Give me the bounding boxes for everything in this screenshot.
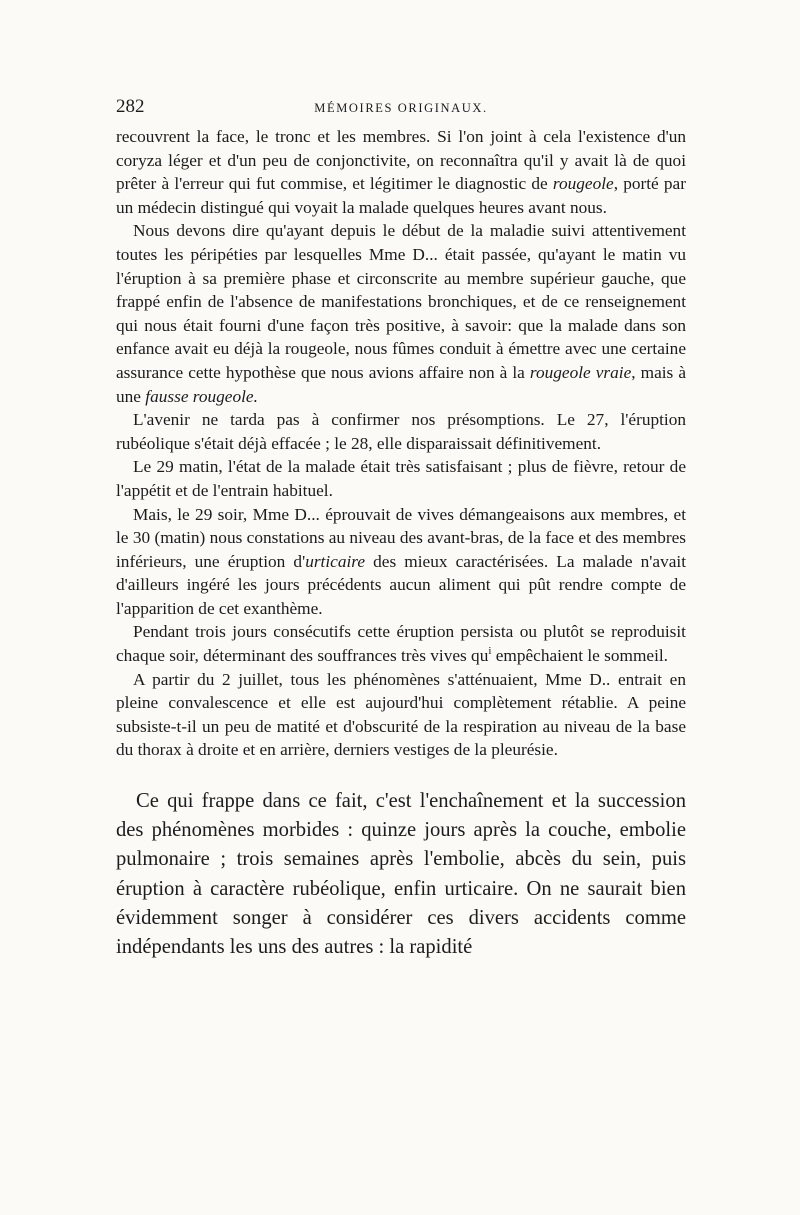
book-page (116, 95, 686, 962)
page-header (116, 95, 686, 125)
paragraph-5: Mais, le 29 soir, Mme D... éprouvait de vives démangeaisons aux membres, et le 30 (matin) nous constations au niveau des avant-bras, de la face et des membres inférieurs, une éruption d'urticaire des mieux caractérisées. La malade n'avait d'ailleurs ingéré les jours précédents aucun aliment qui pût rendre compte de l'apparition de cet exanthème. (116, 504, 686, 618)
paragraph-6: Pendant trois jours consécutifs cette éruption persista ou plutôt se reproduisit chaque soir, déterminant des souffrances très vives $qu^i$ empêchaient le sommeil. (116, 622, 686, 666)
italic-term: rougeole vraie (529, 362, 632, 382)
commentary-text (116, 787, 686, 962)
paragraph-3: L'avenir ne tarda pas à confirmer nos présomptions. Le 27, l'éruption rubéolique s'était déjà effacée ; le 28, elle disparaissait définitivement. (116, 410, 686, 453)
italic-term: fausse rougeole. (145, 386, 258, 406)
paragraph-2: Nous devons dire qu'ayant depuis le début de la maladie suivi attentivement toutes les péripéties par lesquelles Mme D... était passée, qu'ayant le matin vu l'éruption à sa première phase et circonscrite au membre supérieur gauche, que frappé enfin de l'absence de manifestations bronchiques, et de ce renseignement qui nous était fourni d'une façon très positive, à savoir: que la malade dans son enfance avait eu déjà la rougeole, nous fûmes conduit à émettre avec une certaine assurance cette hypothèse que nous avions affaire non à la rougeole vraie, mais à une fausse rougeole. (116, 221, 686, 406)
paragraph-7: A partir du 2 juillet, tous les phénomènes s'atténuaient, Mme D.. entrait en pleine convalescence et elle est aujourd'hui complètement rétablie. A peine subsiste-t-il un peu de matité et d'obscurité de la respiration au niveau de la base du thorax à droite et en arrière, derniers vestiges de la pleurésie. (116, 669, 686, 760)
superscript: i (488, 645, 492, 658)
commentary-paragraph: Ce qui frappe dans ce fait, c'est l'enchaînement et la succession des phénomènes morbides : quinze jours après la couche, embolie pulmonaire ; trois semaines après l'embolie, abcès du sein, puis éruption à caractère rubéolique, enfin urticaire. On ne saurait bien évidemment songer à considérer ces divers accidents comme indépendants les uns des autres : la rapidité (116, 790, 686, 959)
paragraph-1: recouvrent la face, le tronc et les membres. Si l'on joint à cela l'existence d'un coryza léger et d'un peu de conjonctivite, on reconnaîtra qu'il y avait là de quoi prêter à l'erreur qui fut commise, et légitimer le diagnostic de rougeole, porté par un médecin distingué qui voyait la malade quelques heures avant nous. (116, 127, 686, 217)
running-title: MÉMOIRES ORIGINAUX. (314, 101, 488, 115)
case-report-text (116, 125, 686, 762)
italic-term: rougeole (552, 174, 614, 194)
paragraph-4: Le 29 matin, l'état de la malade était très satisfaisant ; plus de fièvre, retour de l'appétit et de l'entrain habituel. (116, 457, 686, 500)
page-number: 282 (116, 96, 145, 117)
italic-term: urticaire (305, 551, 366, 571)
